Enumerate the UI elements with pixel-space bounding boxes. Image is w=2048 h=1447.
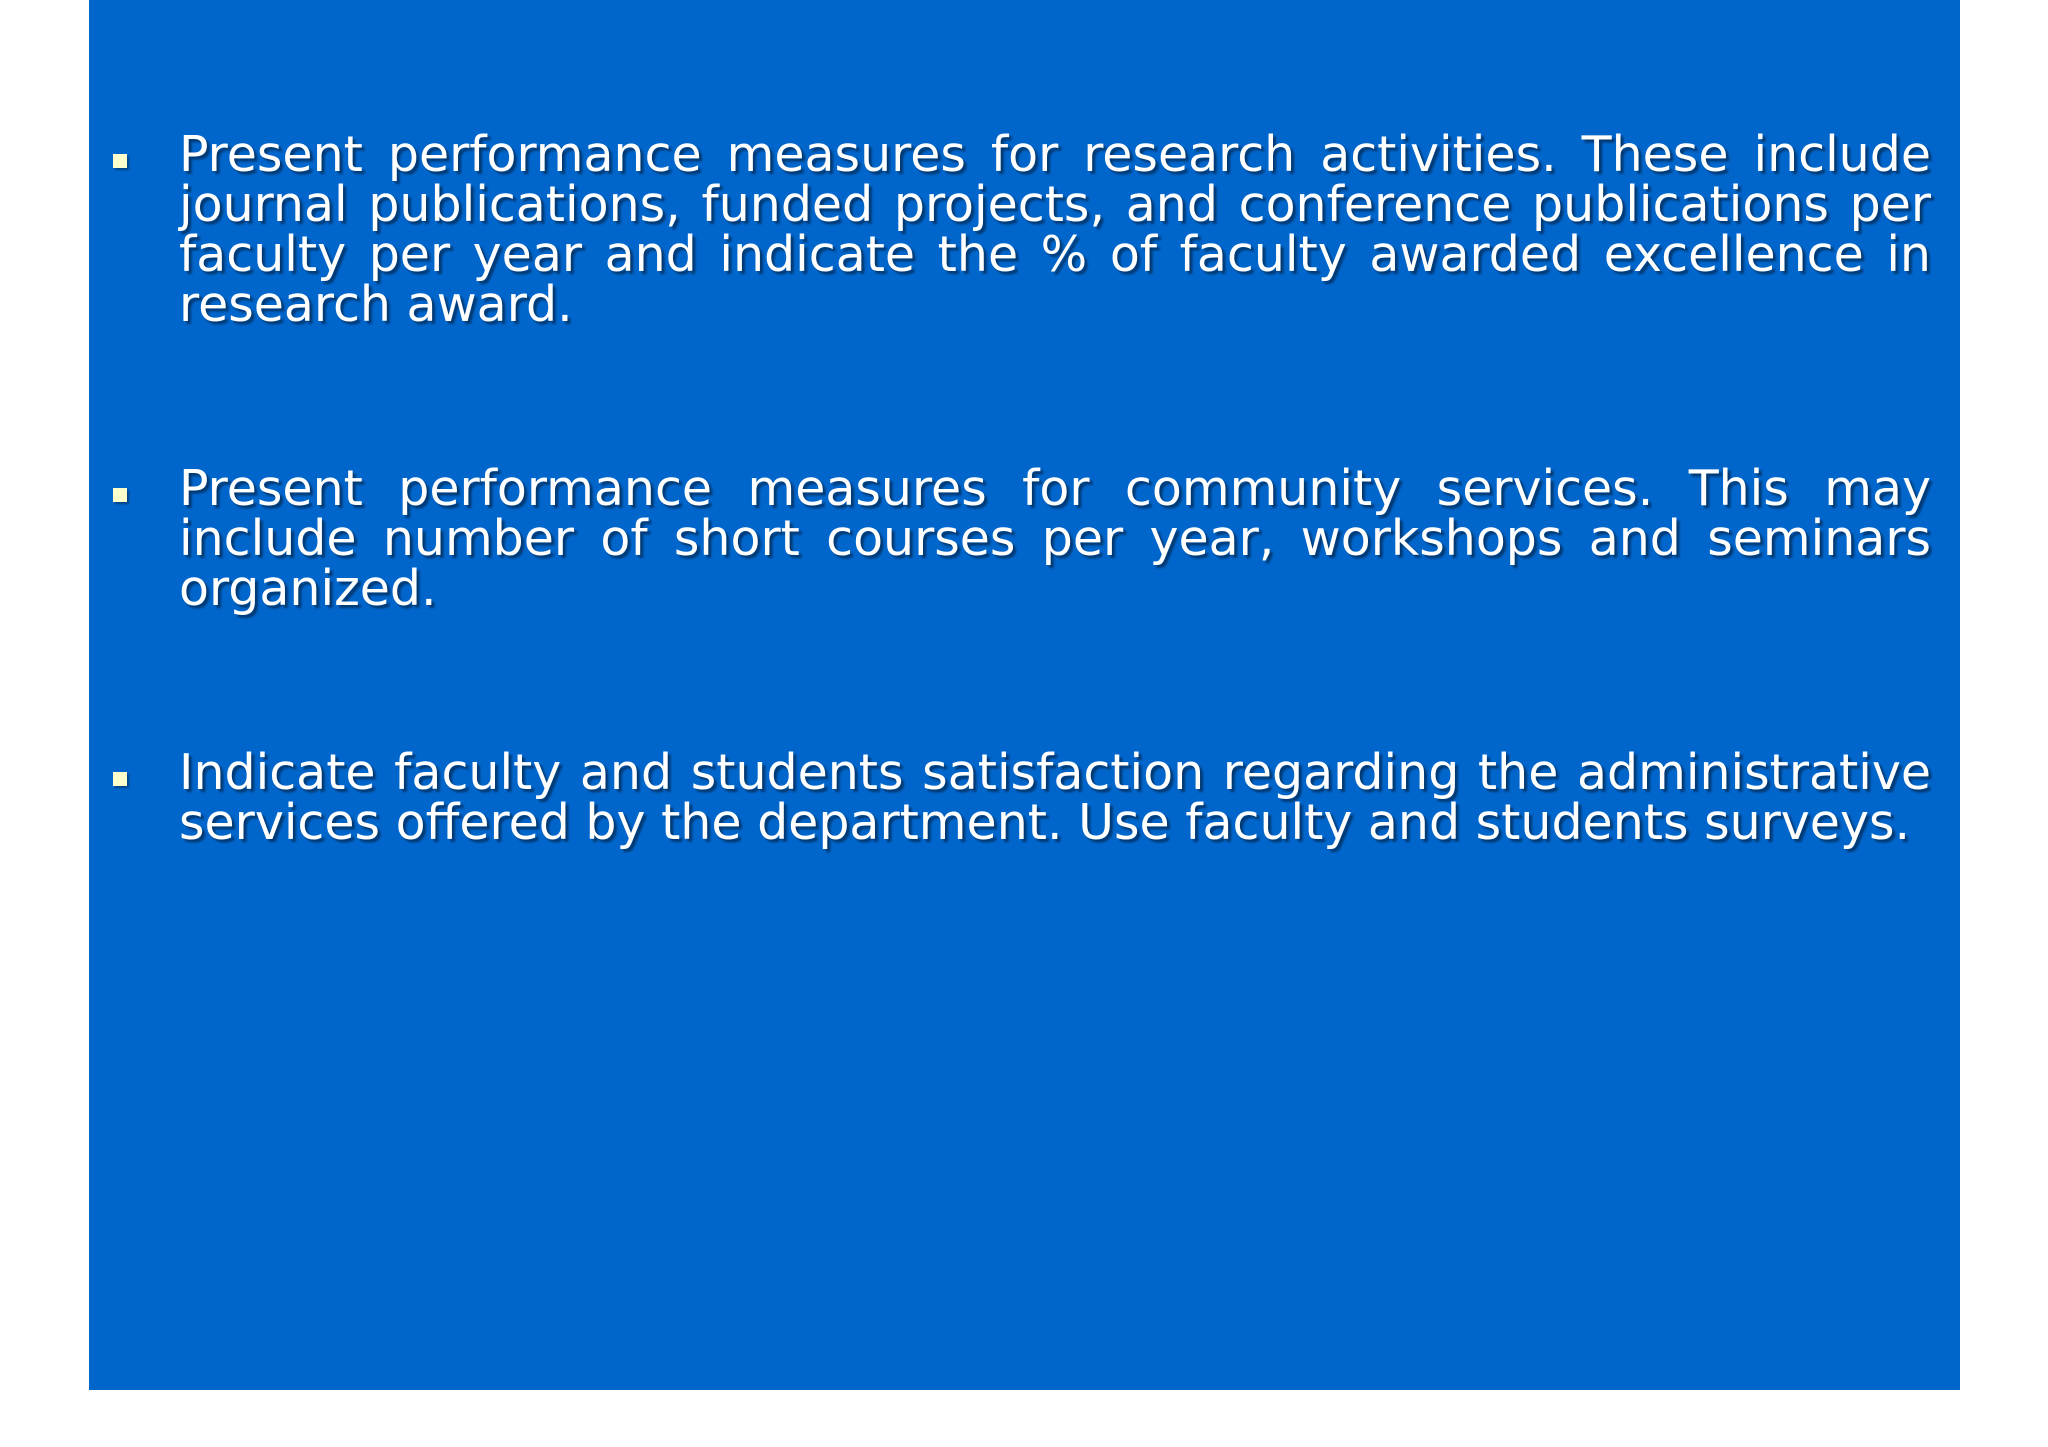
bullet-text: Present performance measures for research activities. These include journal publications, funded projects, and conference publications per faculty per year and indicate the % of faculty awarded excellence in research award.: [179, 126, 1931, 333]
square-bullet-icon: [113, 488, 127, 502]
square-bullet-icon: [113, 772, 127, 786]
slide: [89, 0, 1960, 1390]
bullet-text: Indicate faculty and students satisfaction regarding the administrative services offered by the department. Use faculty and students surveys.: [179, 744, 1931, 851]
square-bullet-icon: [113, 154, 127, 168]
bullet-text: Present performance measures for community services. This may include number of short courses per year, workshops and seminars organized.: [179, 460, 1931, 617]
